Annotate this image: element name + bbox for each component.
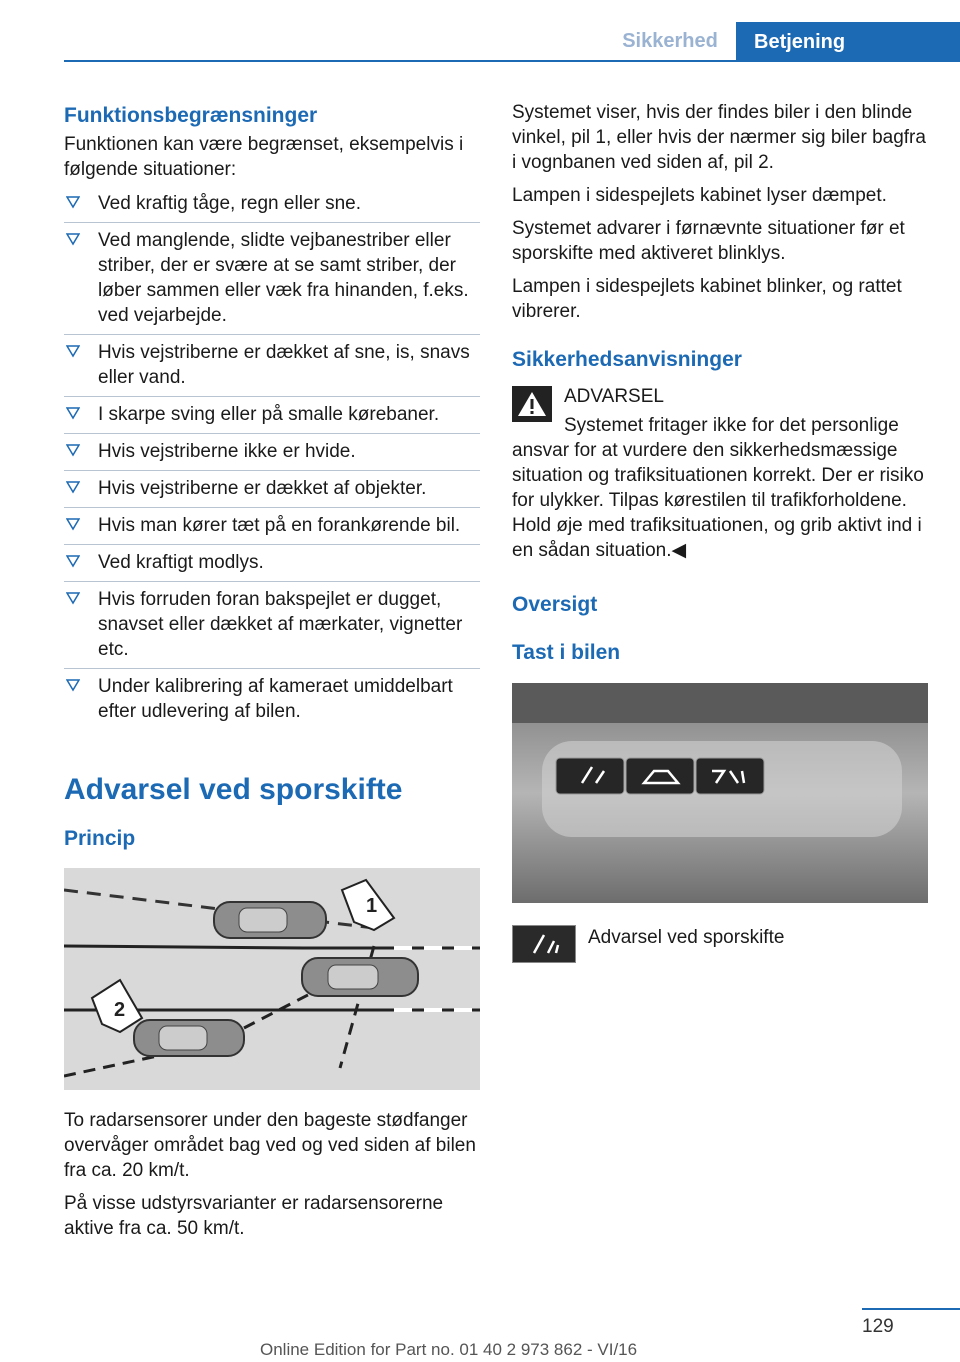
lane-change-diagram: [64, 868, 480, 1090]
list-item: Hvis man kører tæt på en forankørende bil.: [64, 508, 480, 545]
speed-paragraph: På visse udstyrsvarianter er radarsensorerne aktive fra ca. 50 km/t.: [64, 1193, 444, 1239]
page-number: 129: [862, 1316, 894, 1337]
tab-betjening[interactable]: Betjening: [736, 22, 960, 62]
triangle-bullet-icon: [66, 678, 80, 692]
limits-intro: Funktionen kan være begrænset, eksempelvis i følgende situationer:: [64, 134, 464, 180]
list-item: Hvis vejstriberne ikke er hvide.: [64, 434, 480, 471]
triangle-bullet-icon: [66, 554, 80, 568]
right-column: [512, 100, 928, 963]
button-heading: Tast i bilen: [512, 641, 621, 664]
limits-heading: Funktionsbegrænsninger: [64, 104, 318, 127]
list-item: I skarpe sving eller på smalle kørebaner.: [64, 397, 480, 434]
tab-sikkerhed[interactable]: Sikkerhed: [622, 29, 718, 52]
button-label: Advarsel ved sporskifte: [588, 927, 785, 948]
lane-departure-button[interactable]: [556, 758, 624, 794]
list-item: Ved kraftig tåge, regn eller sne.: [64, 186, 480, 223]
warning-title: ADVARSEL: [564, 386, 664, 407]
right-para-4: Lampen i sidespejlets kabinet blinker, og rattet vibrerer.: [512, 276, 902, 322]
lane-change-button[interactable]: [696, 758, 764, 794]
right-para-3: Systemet advarer i førnævnte situationer før et sporskifte med aktiveret blinklys.: [512, 218, 905, 264]
left-column: [64, 100, 480, 1241]
warning-text: Systemet fritager ikke for det personlige ansvar for at vurdere den sikkerhedsmæssige situation og trafiksituationen korrekt. Der er risiko for ulykker. Tilpas kørestilen til trafikforholdene. Hold øje med trafiksituationen, og grib aktivt ind i en sådan situation.◀: [512, 415, 924, 561]
list-item: Ved kraftigt modlys.: [64, 545, 480, 582]
triangle-bullet-icon: [66, 443, 80, 457]
car-icon: [302, 958, 418, 996]
main-heading: Advarsel ved sporskifte: [64, 773, 403, 806]
list-item: Hvis vejstriberne er dækket af objekter.: [64, 471, 480, 508]
footer-rule: [862, 1308, 960, 1310]
list-item: Ved manglende, slidte vejbanestriber eller striber, der er svære at se samt striber, der løber sammen eller væk fra hinanden, f.eks. ved vejarbejde.: [64, 223, 480, 335]
radar-paragraph: To radarsensorer under den bageste stødfanger overvåger området bag ved og ved siden af bilen fra ca. 20 km/t.: [64, 1110, 476, 1181]
right-para-1: Systemet viser, hvis der findes biler i den blinde vinkel, pil 1, eller hvis der nærmer sig biler bagfra i vognbanen ved siden af, pil 2.: [512, 102, 926, 173]
warning-triangle-icon: [512, 386, 552, 422]
principle-heading: Princip: [64, 827, 136, 850]
triangle-bullet-icon: [66, 195, 80, 209]
right-para-2: Lampen i sidespejlets kabinet lyser dæmpet.: [512, 185, 887, 206]
list-item: Hvis vejstriberne er dækket af sne, is, snavs eller vand.: [64, 335, 480, 397]
button-panel-photo: [512, 683, 928, 903]
lane-change-warning-icon: [512, 925, 576, 963]
triangle-bullet-icon: [66, 232, 80, 246]
car-icon: [214, 902, 326, 938]
overview-heading: Oversigt: [512, 593, 598, 616]
warning-block: [512, 384, 928, 563]
button-legend: [512, 925, 928, 963]
list-item: Under kalibrering af kameraet umiddelbart efter udlevering af bilen.: [64, 669, 480, 730]
limits-list: [64, 186, 480, 730]
triangle-bullet-icon: [66, 344, 80, 358]
list-item: Hvis forruden foran bakspejlet er dugget, snavset eller dækket af mærkater, vignetter etc.: [64, 582, 480, 669]
arrow-1-label: 1: [366, 895, 378, 917]
arrow-2-label: 2: [114, 999, 126, 1021]
car-icon: [134, 1020, 244, 1056]
triangle-bullet-icon: [66, 517, 80, 531]
safety-heading: Sikkerhedsanvisninger: [512, 348, 742, 371]
distance-warning-button[interactable]: [626, 758, 694, 794]
triangle-bullet-icon: [66, 480, 80, 494]
triangle-bullet-icon: [66, 591, 80, 605]
edition-watermark: Online Edition for Part no. 01 40 2 973 862 - VI/16: [260, 1340, 638, 1359]
triangle-bullet-icon: [66, 406, 80, 420]
